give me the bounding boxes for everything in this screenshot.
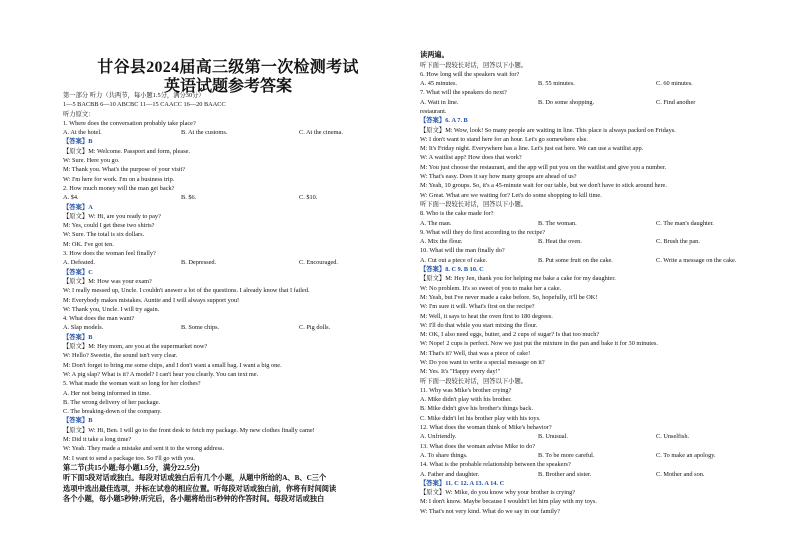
answer-option: B. The woman.: [538, 219, 577, 227]
answer-option: B. Brother and sister.: [538, 470, 592, 478]
answer-option: A. Defeated.: [63, 259, 95, 267]
answer-option: C. Unselfish.: [656, 433, 690, 441]
document-title: 甘谷县2024届高三级第一次检测考试: [97, 59, 359, 76]
text-line: 听下面一段较长对话，回答以下小题。: [420, 61, 528, 69]
answer-option: B. Put some fruit on the cake.: [538, 256, 613, 264]
text-line: W: That's not very kind. What do we say in our family?: [420, 507, 560, 515]
answer-option: C. To make an apology.: [656, 451, 716, 459]
option-row: [420, 432, 755, 441]
option-row: [420, 219, 755, 228]
text-line: 12. What does the woman think of Mike's behavior?: [420, 424, 552, 432]
answer-option: B. At the customs.: [181, 129, 228, 137]
answer-key-line: 【答案】11. C 12. A 13. A 14. C: [420, 479, 505, 487]
text-line: 10. What will the man finally do?: [420, 247, 505, 255]
text-line: M: I want to send a package too. So I'll go with you.: [63, 454, 195, 462]
text-line: 【原文】M: Wow, look! So many people are waiting in line. This place is always packed on Fridays.: [420, 126, 676, 134]
text-line: 【原文】M: Hey Jen, thank you for helping me bake a cake for my daughter.: [420, 275, 616, 283]
text-line: 8. Who is the cake made for?: [420, 210, 494, 218]
answer-option: B. Some chips.: [181, 324, 220, 332]
text-line: W: A waitlist app? How does that work?: [420, 154, 522, 162]
text-line: W: A pig slap? What is it? A model? I can't hear you clearly. You can text me.: [63, 370, 259, 378]
option-row: [420, 256, 755, 265]
text-line: W: I don't want to stand here for an hour. Let's go somewhere else.: [420, 135, 588, 143]
text-line: 【原文】M: Hey mom, are you at the supermarket now?: [63, 343, 208, 351]
answer-option: A. Mix the flour.: [420, 238, 463, 246]
option-row: [420, 98, 755, 107]
text-line: C. Mike didn't let his brother play with his toys.: [420, 414, 541, 422]
text-line: 7. What will the speakers do next?: [420, 89, 507, 97]
answer-option: C. Write a message on the cake.: [656, 256, 737, 264]
answer-key-line: 【答案】B: [63, 333, 93, 341]
answer-key-line: 【答案】6. A 7. B: [420, 117, 468, 125]
answer-option: B. Unusual.: [538, 433, 568, 441]
text-line: W: I really messed up, Uncle. I couldn't answer a lot of the questions. I already know that I failed.: [63, 287, 310, 295]
answer-option: B. Heat the oven.: [538, 238, 582, 246]
text-line: W: Hello? Sweetie, the sound isn't very clear.: [63, 352, 178, 360]
text-line: 读两遍。: [420, 51, 449, 59]
answer-option: A. Cut out a piece of cake.: [420, 256, 488, 264]
text-line: 【原文】M: Welcome. Passport and form, please.: [63, 147, 191, 155]
text-line: A. Her not being informed in time.: [63, 389, 151, 397]
text-line: 4. What does the man want?: [63, 315, 135, 323]
text-line: M: You just choose the restaurant, and the app will put you on the waitlist and give you a number.: [420, 163, 667, 171]
text-line: 5. What made the woman wait so long for her clothes?: [63, 380, 201, 388]
text-line: 3. How does the woman feel finally?: [63, 250, 156, 258]
answer-option: A. 45 minutes.: [420, 80, 458, 88]
option-row: [63, 193, 393, 202]
option-row: [420, 470, 755, 479]
answer-option: C. Brush the pan.: [656, 238, 700, 246]
text-line: W: Nope! 2 cups is perfect. Now we just put the mixture in the pan and bake it for 30 minutes.: [420, 340, 658, 348]
text-line: 2. How much money will the man get back?: [63, 184, 175, 192]
text-line: W: Do you want to write a special message on it?: [420, 359, 545, 366]
option-row: [420, 237, 755, 246]
text-line: 11. Why was Mike's brother crying?: [420, 386, 512, 394]
text-line: B. Mike didn't give his brother's things back.: [420, 405, 533, 413]
text-line: 【原文】W: Hi, Ben. I will go to the front desk to fetch my package. My new clothes finally came!: [63, 426, 315, 434]
answer-option: C. $10.: [299, 194, 318, 202]
text-line: 听下面一段较长对话，回答以下小题。: [420, 200, 528, 208]
document-subtitle: 英语试题参考答案: [163, 78, 292, 95]
text-line: M: Well, it says to heat the oven first to 180 degrees.: [420, 312, 553, 320]
text-line: 1. Where does the conversation probably take place?: [63, 119, 196, 127]
text-line: M: Don't forget to bring me some chips, and I don't want a small bag. I want a big one.: [63, 361, 282, 369]
text-line: W: No problem. It's so sweet of you to make her a cake.: [420, 284, 562, 292]
option-row: [420, 79, 755, 88]
text-line: W: Sure. The total is six dollars.: [63, 231, 145, 239]
text-line: M: Everybody makes mistakes. Auntie and I will always support you!: [63, 296, 240, 304]
text-line: 听力原文：: [63, 110, 95, 118]
text-line: M: Yes, could I get these two shirts?: [63, 222, 155, 230]
answer-key-line: 【答案】8. C 9. B 10. C: [420, 266, 484, 274]
text-line: M: Thank you. What's the purpose of your visit?: [63, 166, 186, 174]
text-line: restaurant.: [420, 107, 447, 115]
answer-option: C. At the cinema.: [299, 129, 343, 137]
text-line: W: I'm here for work. I'm on a business trip.: [63, 175, 175, 183]
text-line: 听下面5段对话或独白。每段对话或独白后有几个小题，从题中所给的A、B、C三个: [63, 474, 327, 483]
text-line: M: It's Friday night. Everywhere has a line. Let's just eat here. We can use a waitlist app.: [420, 145, 644, 153]
text-line: M: Did it take a long time?: [63, 435, 132, 443]
text-line: W: Great. What are we waiting for? Let's do some shopping to kill time.: [420, 191, 602, 199]
text-line: M: OK. I've got ten.: [63, 240, 114, 248]
answer-option: B. Do some shopping.: [538, 98, 595, 106]
text-line: W: Sure. Here you go.: [63, 157, 120, 165]
text-line: 【原文】M: How was your exam?: [63, 277, 152, 285]
text-line: 1—5 BACBB 6—10 ABCBC 11—15 CAACC 16—20 BAACC: [63, 101, 226, 109]
option-row: [420, 451, 755, 460]
answer-option: A. $4.: [63, 194, 79, 202]
answer-option: C. Find another: [656, 98, 696, 106]
answer-option: A. Unfriendly.: [420, 433, 457, 441]
answer-option: B. Depressed.: [181, 259, 217, 267]
text-line: W: I'll do that while you start mixing the flour.: [420, 321, 538, 329]
answer-option: A. Slap models.: [63, 324, 104, 332]
option-row: [63, 323, 393, 332]
text-line: B. The wrong delivery of her package.: [63, 398, 161, 406]
text-line: 选项中选出最佳选项，并标在试卷的相应位置。听每段对话或独白前，你将有时间阅读: [63, 484, 337, 493]
answer-option: C. Pig dolls.: [299, 324, 331, 332]
answer-option: C. Mother and son.: [656, 470, 705, 478]
text-line: C. The breaking-down of the company.: [63, 408, 162, 416]
text-line: M: Yeah, but I've never made a cake before. So, hopefully, it'll be OK!: [420, 293, 598, 301]
answer-key-line: 【答案】B: [63, 417, 93, 425]
answer-option: B. 55 minutes.: [538, 80, 575, 88]
answer-key-line: 【答案】B: [63, 138, 93, 146]
text-line: 6. How long will the speakers wait for?: [420, 70, 520, 78]
text-line: W: That's easy. Does it say how many groups are ahead of us?: [420, 173, 577, 181]
text-line: 【原文】W: Mike, do you know why your brother is crying?: [420, 489, 576, 497]
answer-key-line: 【答案】A: [63, 203, 93, 211]
text-line: 14. What is the probable relationship between the speakers?: [420, 461, 571, 469]
answer-option: A. The man.: [420, 219, 452, 227]
text-line: M: That's it? Well, that was a piece of cake!: [420, 349, 531, 357]
text-line: 【原文】W: Hi, are you ready to pay?: [63, 212, 161, 220]
text-line: W: Thank you, Uncle. I will try again.: [63, 305, 160, 313]
text-line: 第一部分 听力（共两节，每小题1.5分，满分30分）: [63, 92, 205, 99]
left-column: [63, 91, 393, 505]
answer-option: A. To share things.: [420, 451, 468, 459]
text-line: 各个小题，每小题5秒钟;听完后，各小题将给出5秒钟的作答时间。每段对话或独白: [63, 495, 325, 504]
right-column: [420, 50, 755, 516]
text-line: M: OK, I also need eggs, butter, and 2 cups of sugar? Is that too much?: [420, 331, 600, 339]
answer-option: B. To be more careful.: [538, 451, 595, 459]
text-line: 第二节(共15小题;每小题1.5分，满分22.5分): [63, 463, 200, 472]
text-line: W: Yeah. They made a mistake and sent it to the wrong address.: [63, 445, 225, 453]
text-line: M: I don't know. Maybe because I wouldn't let him play with my toys.: [420, 498, 597, 506]
answer-option: C. Encouraged.: [299, 259, 338, 267]
answer-option: A. At the hotel.: [63, 129, 102, 137]
text-line: M: Yeah, 10 groups. So, it's a 45-minute wait for our table, but we don't have to stick around here.: [420, 182, 667, 190]
text-line: 听下面一段较长对话，回答以下小题。: [420, 377, 528, 385]
text-line: 9. What will they do first according to the recipe?: [420, 228, 546, 236]
answer-key-line: 【答案】C: [63, 268, 93, 276]
option-row: [63, 258, 393, 267]
answer-option: A. Wait in line.: [420, 98, 459, 106]
text-line: A. Mike didn't play with his brother.: [420, 396, 512, 404]
answer-option: C. 60 minutes.: [656, 80, 693, 88]
answer-option: B. $6.: [181, 194, 197, 202]
text-line: 13. What does the woman advise Mike to do?: [420, 442, 536, 450]
answer-option: A. Father and daughter.: [420, 470, 480, 478]
answer-option: C. The man's daughter.: [656, 219, 714, 227]
text-line: W: I'm sure it will. What's first on the recipe?: [420, 303, 535, 311]
text-line: M: Yes. It's "Happy every day!": [420, 368, 501, 376]
option-row: [63, 128, 393, 137]
